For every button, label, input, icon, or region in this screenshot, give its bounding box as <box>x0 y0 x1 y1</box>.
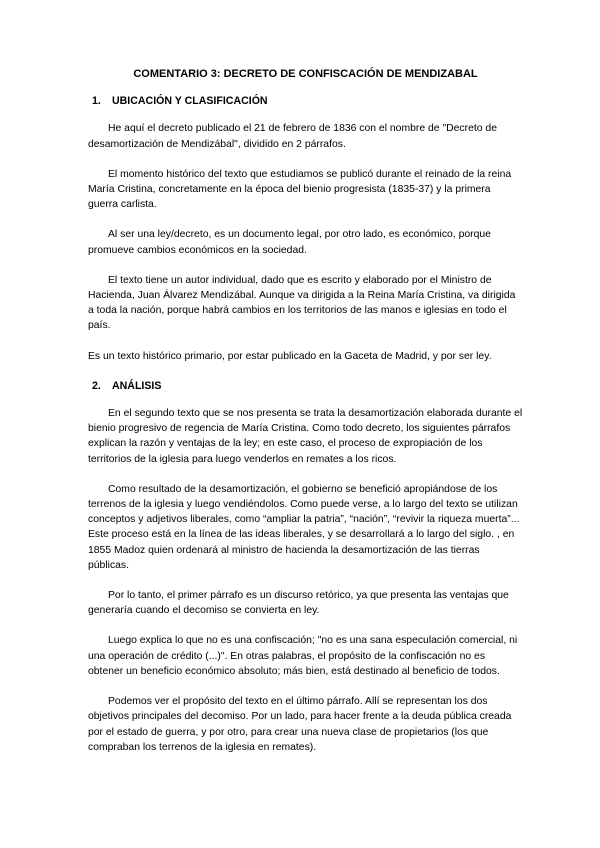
section-1-number: 1. <box>92 95 101 108</box>
section-2-heading <box>88 379 523 394</box>
section-1-heading <box>88 94 523 109</box>
paragraph: He aquí el decreto publicado el 21 de febrero de 1836 con el nombre de "Decreto de desamortización de Mendizábal", dividido en 2 párrafos. <box>88 123 497 150</box>
paragraph: En el segundo texto que se nos presenta se trata la desamortización elaborada durante el bienio progresivo de regencia de María Cristina. Como todo decreto, los siguientes párrafos explican la razón y ventajas de la ley; en este caso, el proceso de expropiación de los territorios de la iglesia para luego venderlos en remates a los ricos. <box>88 408 523 465</box>
section-2-number: 2. <box>92 379 101 392</box>
paragraph: El momento histórico del texto que estudiamos se publicó durante el reinado de la reina María Cristina, concretamente en la época del bienio progresista (1835-37) y la primera guerra carlista. <box>88 168 512 211</box>
paragraph: Al ser una ley/decreto, es un documento legal, por otro lado, es económico, porque promueve cambios económicos en la sociedad. <box>88 229 491 256</box>
paragraph: Luego explica lo que no es una confiscación; "no es una sana especulación comercial, ni una operación de crédito (...)". En otras palabras, el propósito de la confiscación no es obtener un beneficio económico absoluto; más bien, está destinado al beneficio de todos. <box>88 635 518 677</box>
paragraph: Como resultado de la desamortización, el gobierno se benefició apropiándose de los terrenos de la iglesia y luego vendiéndolos. Como puede verse, a lo largo del texto se utilizan conceptos y adjetivos liberales, como “ampliar la patria”, “nación”, “revivir la riqueza muerta”... Este proceso está en la línea de las ideas liberales, y se desarrollará a lo largo del siglo. , en 1855 Madoz quien ordenará al ministro de hacienda la desamortización de las tierras públicas. <box>88 483 520 571</box>
paragraph: Podemos ver el propósito del texto en el último párrafo. Allí se representan los dos objetivos principales del decomiso. Por un lado, para hacer frente a la deuda pública creada por el estado de guerra, y por otro, para crear una nueva clase de propietarios (los que compraban los terrenos de la iglesia en remates). <box>88 696 512 753</box>
document-title: COMENTARIO 3: DECRETO DE CONFISCACIÓN DE MENDIZABAL <box>133 68 478 80</box>
section-2-title: ANÁLISIS <box>112 379 162 392</box>
paragraph: Por lo tanto, el primer párrafo es un discurso retórico, ya que presenta las ventajas que generaría cuando el decomiso se convierta en ley. <box>88 590 509 617</box>
paragraph: El texto tiene un autor individual, dado que es escrito y elaborado por el Ministro de Hacienda, Juan Álvarez Mendizábal. Aunque va dirigida a la Reina María Cristina, va dirigida a toda la nación, porque habrá cambios en los territorios de las manos e iglesias en todo el país. <box>88 274 516 332</box>
section-1-title: UBICACIÓN Y CLASIFICACIÓN <box>112 95 268 108</box>
document-page <box>88 67 523 770</box>
paragraph: Es un texto histórico primario, por estar publicado en la Gaceta de Madrid, y por ser ley. <box>88 350 492 362</box>
